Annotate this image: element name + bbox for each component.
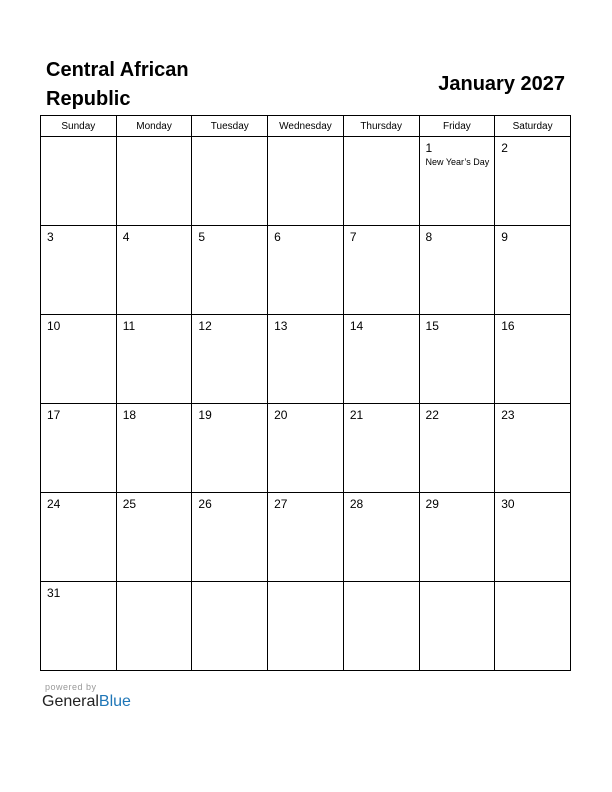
day-cell [268, 404, 344, 493]
week-row [41, 493, 571, 582]
weekday-header: Thursday [343, 116, 419, 137]
day-cell [343, 493, 419, 582]
day-cell [268, 315, 344, 404]
week-row [41, 404, 571, 493]
day-cell [343, 226, 419, 315]
weekday-header-row [41, 116, 571, 137]
day-cell [419, 137, 495, 226]
day-number: 1 [425, 141, 433, 155]
day-cell [41, 493, 117, 582]
day-cell [419, 226, 495, 315]
day-cell [192, 226, 268, 315]
day-number: 4 [122, 230, 130, 244]
day-number: 28 [349, 497, 364, 511]
day-cell [192, 404, 268, 493]
day-number: 29 [425, 497, 439, 511]
day-number: 10 [47, 319, 61, 333]
day-number: 15 [425, 319, 439, 333]
day-cell [116, 582, 192, 671]
day-number: 17 [47, 408, 61, 422]
day-cell [192, 137, 268, 226]
day-cell [495, 404, 571, 493]
day-number: 24 [47, 497, 61, 511]
day-cell [192, 315, 268, 404]
week-row [41, 315, 571, 404]
day-cell [495, 137, 571, 226]
day-number: 9 [501, 230, 508, 244]
day-number: 5 [198, 230, 206, 244]
weekday-header: Saturday [495, 116, 571, 137]
day-number: 30 [501, 497, 515, 511]
day-number: 21 [349, 408, 364, 422]
day-cell [192, 493, 268, 582]
day-number: 7 [349, 230, 357, 244]
day-cell [116, 404, 192, 493]
brand-general: General [42, 693, 99, 710]
day-number: 31 [47, 586, 61, 600]
day-number: 13 [274, 319, 288, 333]
day-cell [343, 582, 419, 671]
day-cell [41, 226, 117, 315]
day-cell [116, 493, 192, 582]
day-cell [41, 137, 117, 226]
day-cell [343, 404, 419, 493]
day-cell [268, 137, 344, 226]
weekday-header: Monday [116, 116, 192, 137]
day-cell [41, 315, 117, 404]
footer-branding [42, 682, 131, 711]
day-cell [192, 582, 268, 671]
day-cell [116, 226, 192, 315]
day-cell [495, 582, 571, 671]
brand-logo[interactable] [42, 693, 131, 711]
day-cell [495, 315, 571, 404]
week-row [41, 582, 571, 671]
day-cell [116, 315, 192, 404]
day-cell [419, 493, 495, 582]
brand-blue: Blue [98, 693, 131, 710]
day-cell [41, 582, 117, 671]
day-number: 8 [425, 230, 433, 244]
day-number: 20 [274, 408, 288, 422]
day-cell [41, 404, 117, 493]
day-number: 26 [198, 497, 212, 511]
day-number: 3 [47, 230, 54, 244]
powered-by-label: powered by [45, 682, 97, 692]
day-number: 14 [349, 319, 364, 333]
country-title: Central African Republic [46, 59, 189, 110]
day-cell [495, 226, 571, 315]
day-cell [419, 404, 495, 493]
day-cell [495, 493, 571, 582]
day-number: 22 [425, 408, 439, 422]
week-row [41, 226, 571, 315]
day-cell [343, 137, 419, 226]
month-title: January 2027 [438, 73, 565, 95]
weekday-header: Sunday [41, 116, 117, 137]
day-number: 16 [501, 319, 515, 333]
week-row [41, 137, 571, 226]
day-cell [116, 137, 192, 226]
weekday-header: Tuesday [192, 116, 268, 137]
day-number: 12 [198, 319, 212, 333]
day-cell [268, 493, 344, 582]
day-number: 6 [274, 230, 281, 244]
day-number: 11 [122, 319, 136, 333]
day-number: 23 [501, 408, 515, 422]
day-number: 27 [274, 497, 288, 511]
day-cell [419, 582, 495, 671]
holiday-label: New Year’s Day [425, 157, 490, 167]
day-cell [268, 226, 344, 315]
day-number: 18 [122, 408, 137, 422]
day-number: 19 [198, 408, 212, 422]
day-number: 2 [501, 141, 508, 155]
weekday-header: Friday [419, 116, 495, 137]
weekday-header: Wednesday [268, 116, 344, 137]
day-cell [419, 315, 495, 404]
day-cell [343, 315, 419, 404]
calendar-grid [40, 115, 571, 671]
day-cell [268, 582, 344, 671]
day-number: 25 [122, 497, 137, 511]
